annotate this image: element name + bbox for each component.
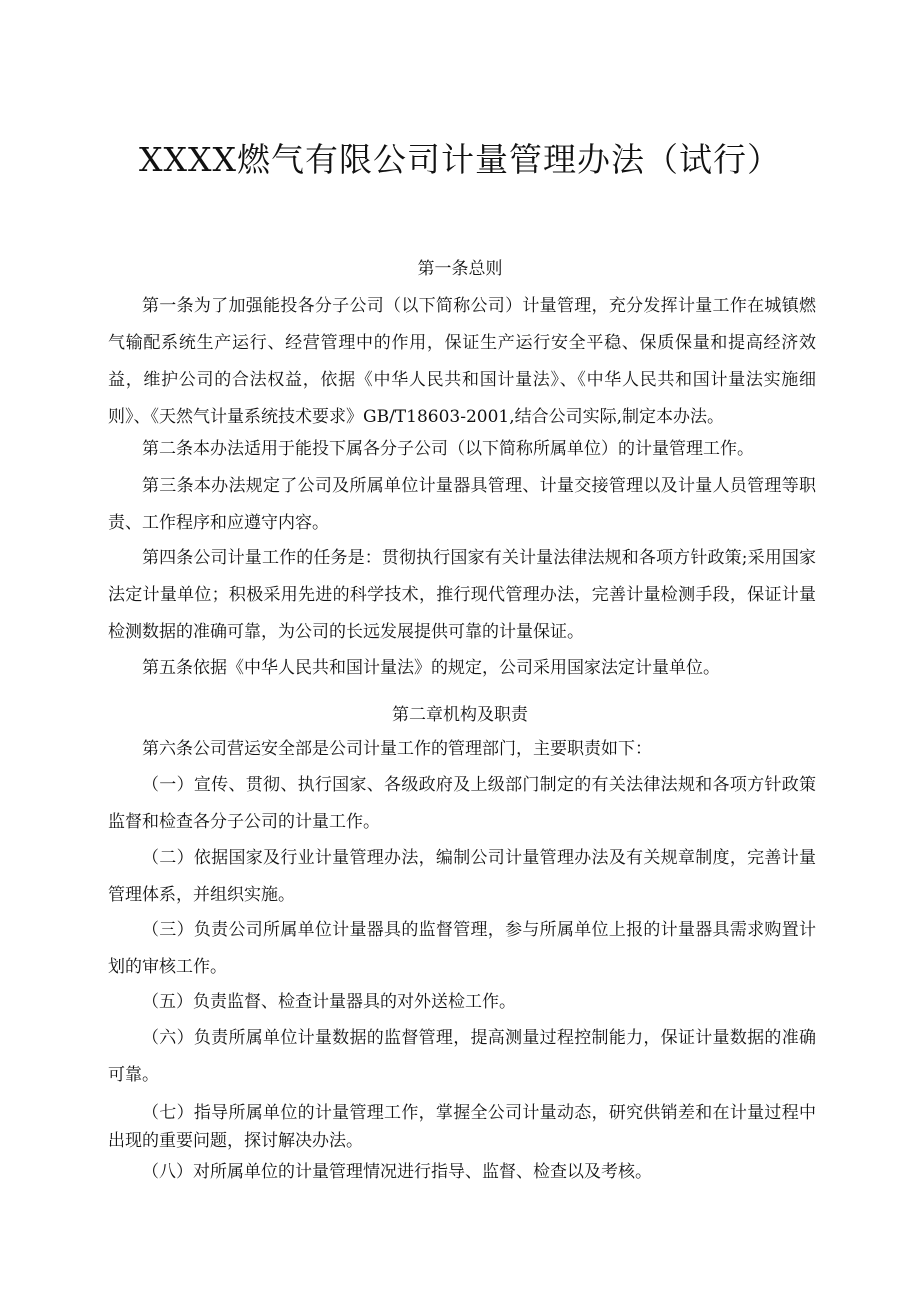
duty-item-1: （一）宣传、贯彻、执行国家、各级政府及上级部门制定的有关法律法规和各项方针政策监督和检查各分子公司的计量工作。	[108, 775, 816, 832]
duty-item-2: （二）依据国家及行业计量管理办法，编制公司计量管理办法及有关规章制度，完善计量管理体系，并组织实施。	[108, 848, 816, 905]
article-4-paragraph: 第四条公司计量工作的任务是：贯彻执行国家有关计量法律法规和各项方针政策;采用国家法定计量单位；积极采用先进的科学技术，推行现代管理办法，完善计量检测手段，保证计量检测数据的准确可靠，为公司的长远发展提供可靠的计量保证。	[108, 548, 816, 642]
document-title: XXXX燃气有限公司计量管理办法（试行）	[139, 140, 781, 179]
article-2-paragraph: 第二条本办法适用于能投下属各分子公司（以下简称所属单位）的计量管理工作。	[142, 439, 754, 459]
article-5-paragraph: 第五条依据《中华人民共和国计量法》的规定，公司采用国家法定计量单位。	[142, 658, 720, 678]
article-1-paragraph: 第一条为了加强能投各分子公司（以下简称公司）计量管理，充分发挥计量工作在城镇燃气输配系统生产运行、经营管理中的作用，保证生产运行安全平稳、保质保量和提高经济效益，维护公司的合法权益，依据《中华人民共和国计量法》、《中华人民共和国计量法实施细则》、《天然气计量系统技术要求》GB/T18603-2001,结合公司实际,制定本办法。	[108, 296, 816, 427]
duty-item-7: （七）指导所属单位的计量管理工作，掌握全公司计量动态，研究供销差和在计量过程中出现的重要问题，探讨解决办法。	[108, 1103, 816, 1151]
article-6-paragraph: 第六条公司营运安全部是公司计量工作的管理部门，主要职责如下：	[142, 739, 652, 759]
duty-item-3: （三）负责公司所属单位计量器具的监督管理，参与所属单位上报的计量器具需求购置计划的审核工作。	[108, 920, 816, 977]
duty-item-6: （六）负责所属单位计量数据的监督管理，提高测量过程控制能力，保证计量数据的准确可靠。	[108, 1028, 816, 1085]
chapter-2-heading: 第二章机构及职责	[392, 705, 528, 725]
duty-item-5: （五）负责监督、检查计量器具的对外送检工作。	[142, 992, 516, 1012]
chapter-1-heading: 第一条总则	[417, 259, 503, 279]
article-3-paragraph: 第三条本办法规定了公司及所属单位计量器具管理、计量交接管理以及计量人员管理等职责、工作程序和应遵守内容。	[108, 476, 816, 533]
duty-item-8: （八）对所属单位的计量管理情况进行指导、监督、检查以及考核。	[142, 1162, 652, 1182]
